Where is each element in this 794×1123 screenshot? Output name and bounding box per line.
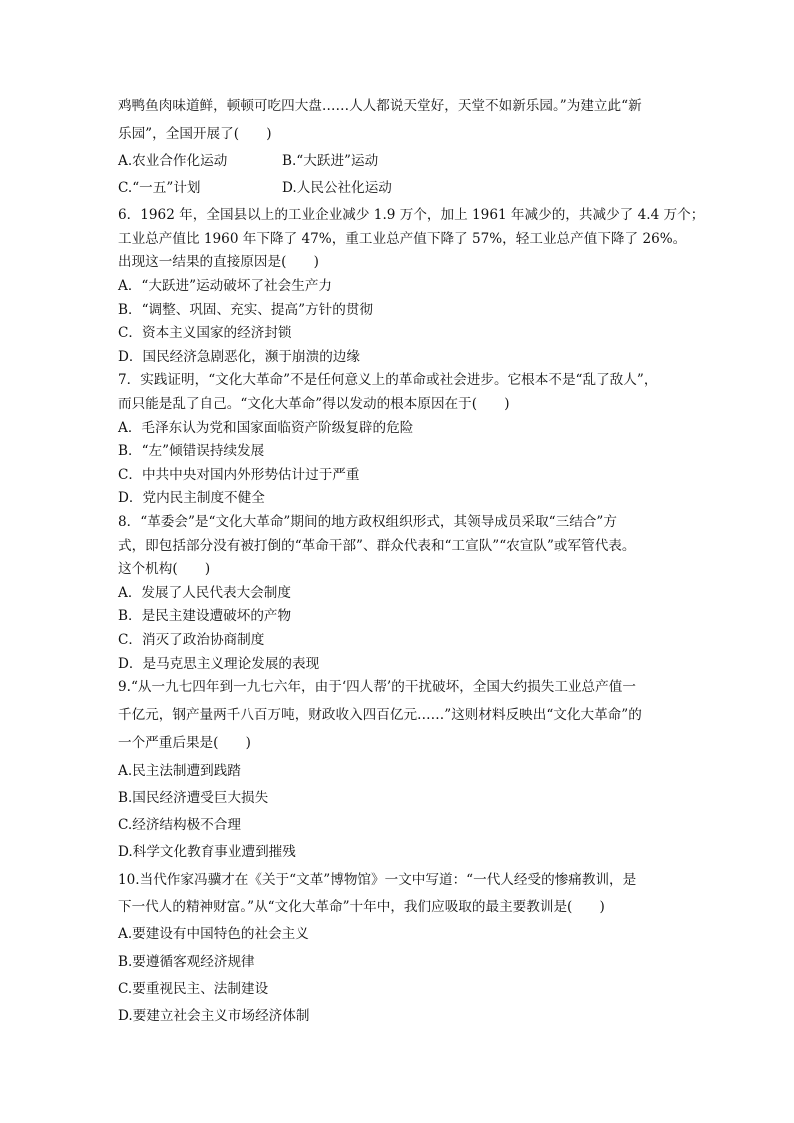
q6-stem-line-3: 出现这一结果的直接原因是( ) [118,254,319,270]
q6-option-d: D．国民经济急剧恶化，濒于崩溃的边缘 [118,349,360,365]
q9-option-c: C.经济结构极不合理 [118,817,241,833]
q8-stem-line-2: 式，即包括部分没有被打倒的“革命干部”、群众代表和“工宣队”“农宣队”或军管代表。 [118,538,636,554]
q7-option-b: B．“左”倾错误持续发展 [118,443,265,459]
q10-option-b: B.要遵循客观经济规律 [118,954,255,970]
q10-option-c: C.要重视民主、法制建设 [118,981,269,997]
q7-option-c: C．中共中央对国内外形势估计过于严重 [118,467,360,483]
q8-option-d: D．是马克思主义理论发展的表现 [118,656,320,672]
q5-option-c: C.“一五”计划 [118,180,201,196]
q7-option-d: D．党内民主制度不健全 [118,490,265,506]
q9-option-b: B.国民经济遭受巨大损失 [118,790,269,806]
q8-stem-line-3: 这个机构( ) [118,561,211,577]
q5-option-b: B.“大跃进”运动 [282,153,379,169]
q10-stem-line-2: 下一代人的精神财富。”从“文化大革命”十年中，我们应吸取的最主要教训是( ) [118,899,605,915]
q7-stem-line-2: 而只能是乱了自己。“文化大革命”得以发动的根本原因在于( ) [118,396,510,412]
q5-stem-line-2: 乐园”，全国开展了( ) [118,126,272,142]
q9-option-d: D.科学文化教育事业遭到摧残 [118,844,296,860]
q8-stem-line-1: 8．“革委会”是“文化大革命”期间的地方政权组织形式，其领导成员采取“三结合”方 [118,514,617,530]
q5-stem-line-1: 鸡鸭鱼肉味道鲜，顿顿可吃四大盘……人人都说天堂好，天堂不如新乐园。”为建立此“新 [118,98,642,114]
q9-stem-line-3: 一个严重后果是( ) [118,735,251,751]
q7-option-a: A．毛泽东认为党和国家面临资产阶级复辟的危险 [118,420,414,436]
q8-option-a: A．发展了人民代表大会制度 [118,585,291,601]
q5-option-a: A.农业合作化运动 [118,153,228,169]
q5-option-d: D.人民公社化运动 [282,180,392,196]
q6-option-a: A．“大跃进”运动破坏了社会生产力 [118,278,333,294]
q7-stem-line-1: 7．实践证明，“文化大革命”不是任何意义上的革命或社会进步。它根本不是“乱了敌人”， [118,372,658,388]
q10-option-d: D.要建立社会主义市场经济体制 [118,1008,310,1024]
q9-option-a: A.民主法制遭到践踏 [118,763,241,779]
q9-stem-line-1: 9.“从一九七四年到一九七六年，由于‘四人帮’的干扰破坏，全国大约损失工业总产值一 [118,679,636,695]
q8-option-c: C．消灭了政治协商制度 [118,632,265,648]
q6-option-b: B．“调整、巩固、充实、提高”方针的贯彻 [118,302,373,318]
q6-stem-line-1: 6．1962 年，全国县以上的工业企业减少 1.9 万个，加上 1961 年减少的，共减少了 4.4 万个； [118,207,705,223]
q6-option-c: C．资本主义国家的经济封锁 [118,325,292,341]
q10-stem-line-1: 10.当代作家冯骥才在《关于“文革”博物馆》一文中写道：“一代人经受的惨痛教训，是 [118,872,637,888]
q6-stem-line-2: 工业总产值比 1960 年下降了 47%，重工业总产值下降了 57%，轻工业总产值下降了 26%。 [118,231,687,247]
q8-option-b: B．是民主建设遭破坏的产物 [118,608,292,624]
q10-option-a: A.要建设有中国特色的社会主义 [118,926,309,942]
q9-stem-line-2: 千亿元，钢产量两千八百万吨，财政收入四百亿元……”这则材料反映出“文化大革命”的 [118,707,642,723]
